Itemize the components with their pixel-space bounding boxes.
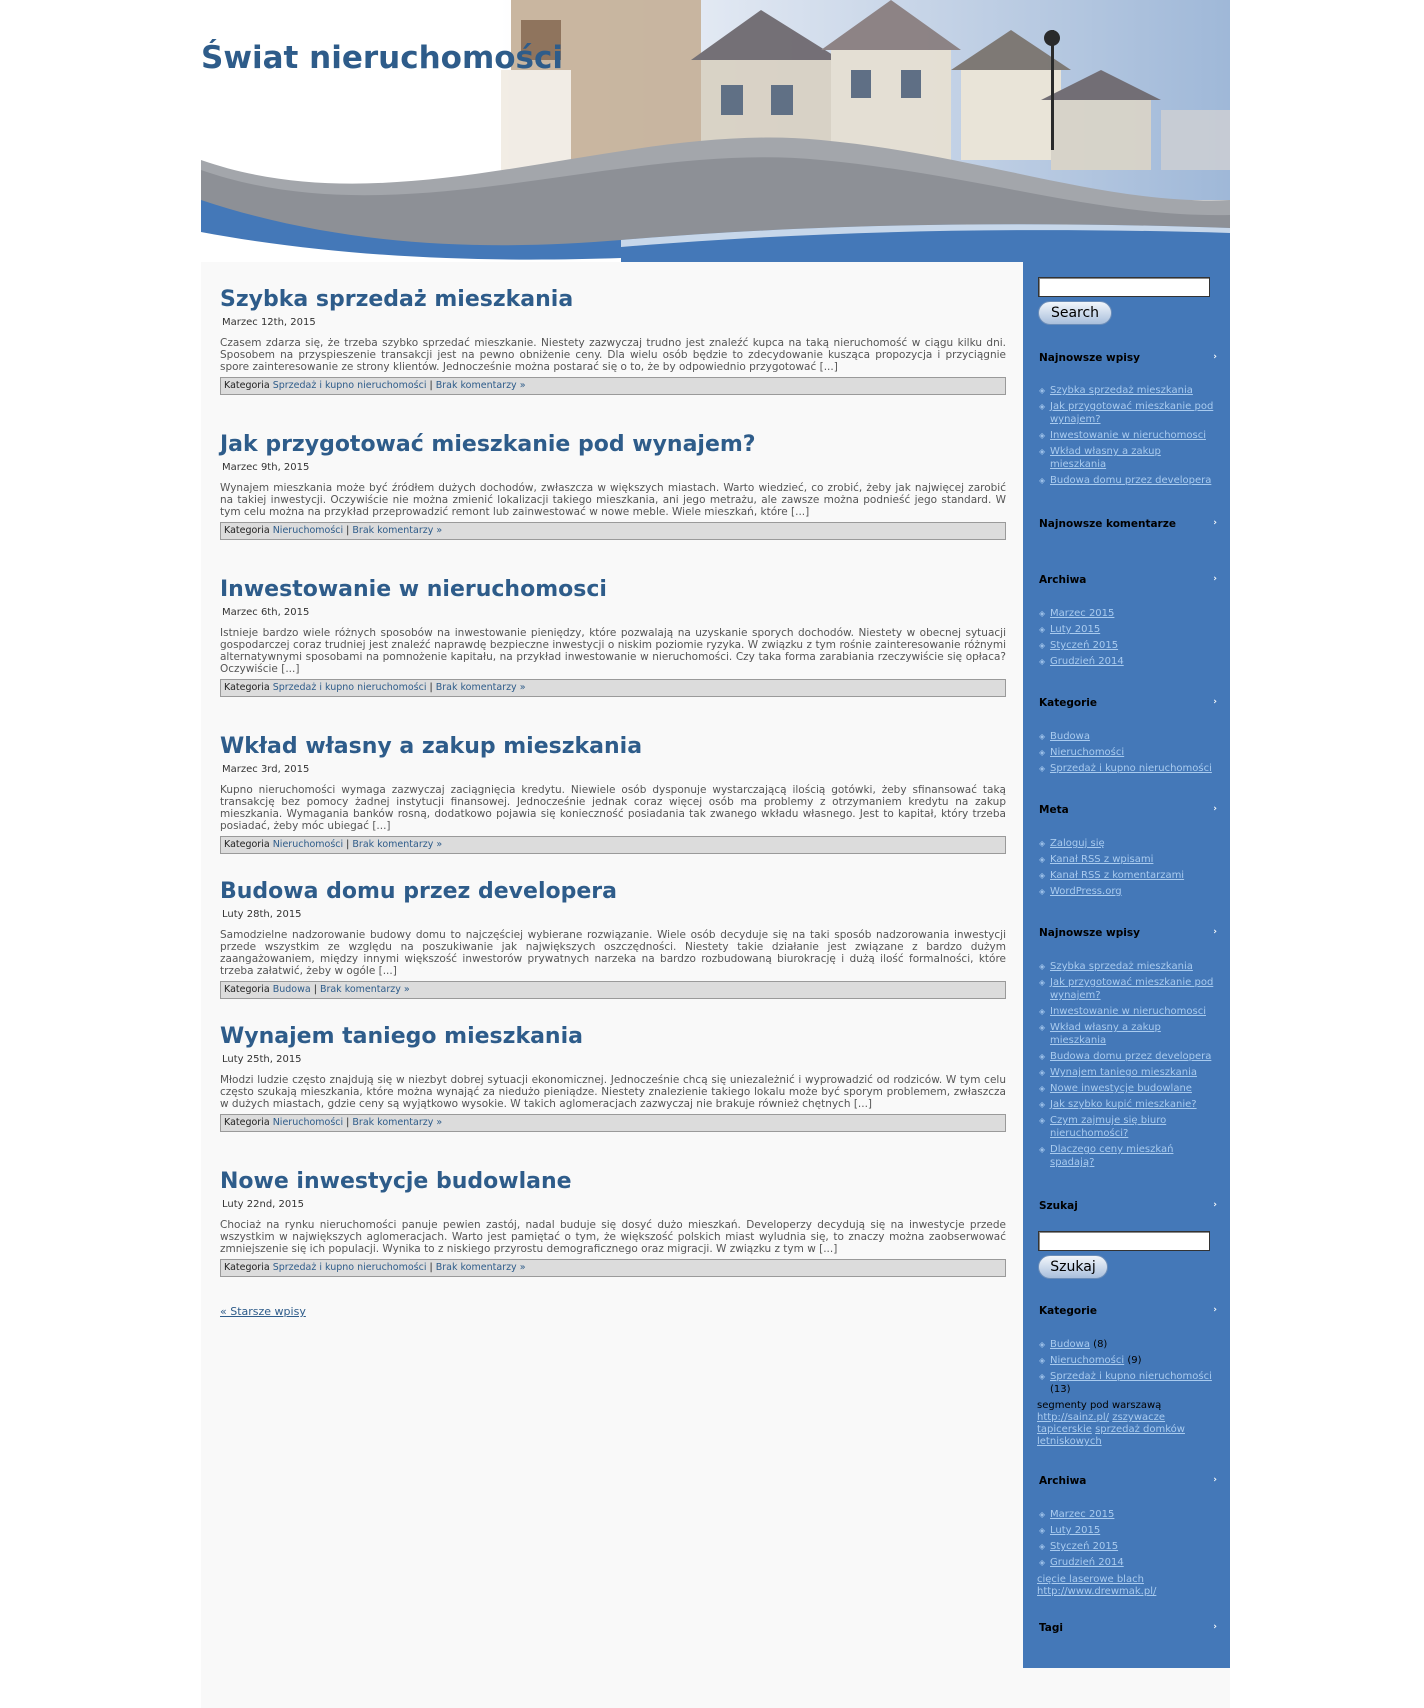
diamond-bullet-icon: ◈ bbox=[1039, 1007, 1046, 1016]
post-title[interactable]: Wynajem taniego mieszkania bbox=[220, 1024, 583, 1049]
search-input[interactable] bbox=[1038, 277, 1210, 297]
post-title[interactable]: Szybka sprzedaż mieszkania bbox=[220, 287, 574, 312]
login-link[interactable]: Zaloguj się bbox=[1050, 838, 1105, 849]
category-prefix: Kategoria bbox=[224, 1117, 270, 1128]
category-prefix: Kategoria bbox=[224, 984, 270, 995]
categories-list bbox=[1039, 730, 1217, 778]
comments-link[interactable]: Brak komentarzy » bbox=[352, 525, 443, 536]
external-link[interactable]: http://sainz.pl/ bbox=[1037, 1412, 1110, 1423]
comments-link[interactable]: Brak komentarzy » bbox=[319, 984, 410, 995]
widget-title-search bbox=[1039, 1200, 1217, 1212]
post bbox=[220, 432, 1006, 540]
recent-post-link[interactable]: Jak szybko kupić mieszkanie? bbox=[1050, 1099, 1197, 1110]
recent-post-link[interactable]: Jak przygotować mieszkanie pod wynajem? bbox=[1050, 977, 1214, 1001]
diamond-bullet-icon: ◈ bbox=[1039, 748, 1046, 757]
category-prefix: Kategoria bbox=[224, 839, 270, 850]
diamond-bullet-icon: ◈ bbox=[1039, 1068, 1046, 1077]
list-item bbox=[1039, 1354, 1217, 1367]
category-link[interactable]: Budowa bbox=[1050, 1339, 1090, 1350]
list-item bbox=[1039, 1082, 1217, 1095]
arrow-right-icon: › bbox=[1213, 804, 1217, 814]
archives-list bbox=[1039, 1508, 1217, 1572]
arrow-right-icon: › bbox=[1213, 1475, 1217, 1485]
list-item bbox=[1039, 1143, 1217, 1169]
diamond-bullet-icon: ◈ bbox=[1039, 1084, 1046, 1093]
post-excerpt: Chociaż na rynku nieruchomości panuje pewien zastój, nadal buduje się dosyć dużo mieszkań. Developerzy decydują się na inwestycje przede wszystkim w największych aglomeracjach. Warto jest pamiętać o tym, że większość polskich miast wyludnia się, to znaczy można zaobserwować zmniejszenie się ich populacji. Wynika to z niskiego przyrostu demograficznego oraz migracji. W związku z tym w [...] bbox=[220, 1219, 1006, 1255]
arrow-right-icon: › bbox=[1213, 1305, 1217, 1315]
post-date: Luty 28th, 2015 bbox=[222, 909, 302, 920]
recent-posts-list bbox=[1039, 384, 1217, 490]
search-widget-button[interactable]: Szukaj bbox=[1038, 1255, 1108, 1279]
arrow-right-icon: › bbox=[1213, 697, 1217, 707]
diamond-bullet-icon: ◈ bbox=[1039, 476, 1046, 485]
widget-title-categories bbox=[1039, 697, 1217, 709]
archive-link[interactable]: Styczeń 2015 bbox=[1050, 640, 1119, 651]
arrow-right-icon: › bbox=[1213, 518, 1217, 528]
widget-title-categories bbox=[1039, 1305, 1217, 1317]
older-posts-link[interactable]: « Starsze wpisy bbox=[220, 1305, 306, 1318]
diamond-bullet-icon: ◈ bbox=[1039, 1116, 1046, 1125]
category-link[interactable]: Sprzedaż i kupno nieruchomości bbox=[272, 682, 427, 693]
recent-post-link[interactable]: Czym zajmuje się biuro nieruchomości? bbox=[1050, 1115, 1167, 1139]
diamond-bullet-icon: ◈ bbox=[1039, 978, 1046, 987]
category-link[interactable]: Sprzedaż i kupno nieruchomości bbox=[272, 1262, 427, 1273]
rss-posts-link[interactable]: Kanał RSS z wpisami bbox=[1050, 854, 1154, 865]
post-meta: Kategoria Sprzedaż i kupno nieruchomości | Brak komentarzy » bbox=[220, 1259, 1006, 1277]
widget-title-text: Kategorie bbox=[1039, 1305, 1097, 1317]
post-excerpt: Samodzielne nadzorowanie budowy domu to najczęściej wybierane rozwiązanie. Wiele osób decyduje się na taki sposób nadzorowania inwestycji przede wszystkim ze względu na poszukiwanie jak największych oszczędności. Niestety takie działanie jest związane z bardzo dużym zaangażowaniem, między innymi większość inwestorów prywatnych narzeka na bardzo rozbudowaną biurokrację i dużą ilość formalności, które trzeba załatwić, żeby w ogóle [...] bbox=[220, 929, 1006, 977]
widget-title-archives bbox=[1039, 574, 1217, 586]
comments-link[interactable]: Brak komentarzy » bbox=[435, 380, 526, 391]
post-date: Marzec 6th, 2015 bbox=[222, 607, 310, 618]
sidebar bbox=[1023, 262, 1230, 1668]
widget-title-tags bbox=[1039, 1622, 1217, 1634]
diamond-bullet-icon: ◈ bbox=[1039, 871, 1046, 880]
category-link[interactable]: Nieruchomości bbox=[1050, 747, 1125, 758]
recent-post-link[interactable]: Szybka sprzedaż mieszkania bbox=[1050, 961, 1193, 972]
wordpress-link[interactable]: WordPress.org bbox=[1050, 886, 1122, 897]
post-excerpt: Młodzi ludzie często znajdują się w niezbyt dobrej sytuacji ekonomicznej. Jednocześnie chcą się uniezależnić i wyprowadzić od rodziców. W tym celu często szukają mieszkania, które można wynająć za niedużo pieniądze. Niestety znalezienie takiego lokalu może być sporym problemem, zwłaszcza w dużych miastach, gdzie ceny są wyjątkowo wysokie. W takich aglomeracjach zazwyczaj nie brakuje również chętnych [...] bbox=[220, 1074, 1006, 1110]
category-link[interactable]: Sprzedaż i kupno nieruchomości bbox=[272, 380, 427, 391]
diamond-bullet-icon: ◈ bbox=[1039, 855, 1046, 864]
diamond-bullet-icon: ◈ bbox=[1039, 447, 1046, 456]
widget-title-text: Meta bbox=[1039, 804, 1069, 816]
post-meta: Kategoria Budowa | Brak komentarzy » bbox=[220, 981, 1006, 999]
rss-comments-link[interactable]: Kanał RSS z komentarzami bbox=[1050, 870, 1185, 881]
archive-link[interactable]: Grudzień 2014 bbox=[1050, 656, 1124, 667]
recent-post-link[interactable]: Szybka sprzedaż mieszkania bbox=[1050, 385, 1193, 396]
external-link[interactable]: http://www.drewmak.pl/ bbox=[1037, 1586, 1157, 1597]
diamond-bullet-icon: ◈ bbox=[1039, 625, 1046, 634]
list-item bbox=[1039, 1556, 1217, 1569]
widget-title-text: Kategorie bbox=[1039, 697, 1097, 709]
diamond-bullet-icon: ◈ bbox=[1039, 1542, 1046, 1551]
diamond-bullet-icon: ◈ bbox=[1039, 839, 1046, 848]
links-label: segmenty pod warszawą bbox=[1037, 1400, 1162, 1411]
site-header bbox=[201, 0, 1230, 262]
links-text-block bbox=[1037, 1400, 1217, 1448]
archives-list bbox=[1039, 607, 1217, 671]
post-date: Luty 22nd, 2015 bbox=[222, 1199, 304, 1210]
recent-post-link[interactable]: Wynajem taniego mieszkania bbox=[1050, 1067, 1198, 1078]
comments-link[interactable]: Brak komentarzy » bbox=[435, 1262, 526, 1273]
post bbox=[220, 1169, 1006, 1277]
site-title[interactable]: Świat nieruchomości bbox=[201, 40, 563, 76]
diamond-bullet-icon: ◈ bbox=[1039, 1372, 1046, 1381]
post-title[interactable]: Nowe inwestycje budowlane bbox=[220, 1169, 572, 1194]
recent-post-link[interactable]: Wkład własny a zakup mieszkania bbox=[1050, 446, 1161, 470]
category-link[interactable]: Nieruchomości bbox=[1050, 1355, 1125, 1366]
category-link[interactable]: Nieruchomości bbox=[272, 1117, 344, 1128]
list-item bbox=[1039, 730, 1217, 743]
category-link[interactable]: Budowa bbox=[1050, 731, 1090, 742]
list-item bbox=[1039, 1066, 1217, 1079]
diamond-bullet-icon: ◈ bbox=[1039, 1558, 1046, 1567]
widget-title-text: Najnowsze wpisy bbox=[1039, 927, 1140, 939]
list-item bbox=[1039, 384, 1217, 397]
diamond-bullet-icon: ◈ bbox=[1039, 609, 1046, 618]
list-item bbox=[1039, 1370, 1217, 1396]
post-meta: Kategoria Nieruchomości | Brak komentarzy » bbox=[220, 1114, 1006, 1132]
category-count: (8) bbox=[1093, 1339, 1108, 1350]
arrow-right-icon: › bbox=[1213, 1200, 1217, 1210]
category-link[interactable]: Sprzedaż i kupno nieruchomości bbox=[1050, 1371, 1212, 1382]
list-item bbox=[1039, 1114, 1217, 1140]
list-item bbox=[1039, 655, 1217, 668]
list-item bbox=[1039, 762, 1217, 775]
post bbox=[220, 734, 1006, 854]
search-button[interactable]: Search bbox=[1038, 301, 1112, 325]
diamond-bullet-icon: ◈ bbox=[1039, 386, 1046, 395]
diamond-bullet-icon: ◈ bbox=[1039, 1340, 1046, 1349]
widget-title-recent-posts bbox=[1039, 352, 1217, 364]
diamond-bullet-icon: ◈ bbox=[1039, 1526, 1046, 1535]
post-date: Luty 25th, 2015 bbox=[222, 1054, 302, 1065]
post-title[interactable]: Inwestowanie w nieruchomosci bbox=[220, 577, 607, 602]
comments-link[interactable]: Brak komentarzy » bbox=[435, 682, 526, 693]
list-item bbox=[1039, 639, 1217, 652]
archive-link[interactable]: Marzec 2015 bbox=[1050, 608, 1115, 619]
archive-link[interactable]: Styczeń 2015 bbox=[1050, 1541, 1119, 1552]
external-link[interactable]: zszywacze tapicerskie bbox=[1037, 1412, 1166, 1435]
links-text-block-2 bbox=[1037, 1574, 1217, 1598]
list-item bbox=[1039, 1098, 1217, 1111]
category-prefix: Kategoria bbox=[224, 1262, 270, 1273]
categories-count-list bbox=[1039, 1338, 1217, 1399]
post-title[interactable]: Jak przygotować mieszkanie pod wynajem? bbox=[220, 432, 756, 457]
list-item bbox=[1039, 869, 1217, 882]
diamond-bullet-icon: ◈ bbox=[1039, 764, 1046, 773]
arrow-right-icon: › bbox=[1213, 352, 1217, 362]
post-title[interactable]: Wkład własny a zakup mieszkania bbox=[220, 734, 643, 759]
recent-post-link[interactable]: Dlaczego ceny mieszkań spadają? bbox=[1050, 1144, 1174, 1168]
diamond-bullet-icon: ◈ bbox=[1039, 1023, 1046, 1032]
post-meta: Kategoria Sprzedaż i kupno nieruchomości | Brak komentarzy » bbox=[220, 377, 1006, 395]
diamond-bullet-icon: ◈ bbox=[1039, 1510, 1046, 1519]
diamond-bullet-icon: ◈ bbox=[1039, 431, 1046, 440]
list-item bbox=[1039, 837, 1217, 850]
diamond-bullet-icon: ◈ bbox=[1039, 402, 1046, 411]
category-prefix: Kategoria bbox=[224, 380, 270, 391]
search-widget-input[interactable] bbox=[1038, 1231, 1210, 1251]
recent-posts-list-full bbox=[1039, 960, 1217, 1172]
category-count: (13) bbox=[1050, 1384, 1071, 1395]
post-title[interactable]: Budowa domu przez developera bbox=[220, 879, 617, 904]
diamond-bullet-icon: ◈ bbox=[1039, 657, 1046, 666]
list-item bbox=[1039, 960, 1217, 973]
widget-title-text: Najnowsze komentarze bbox=[1039, 518, 1176, 530]
category-prefix: Kategoria bbox=[224, 525, 270, 536]
widget-title-archives bbox=[1039, 1475, 1217, 1487]
external-link[interactable]: cięcie laserowe blach bbox=[1037, 1574, 1144, 1585]
archive-link[interactable]: Marzec 2015 bbox=[1050, 1509, 1115, 1520]
category-link[interactable]: Sprzedaż i kupno nieruchomości bbox=[1050, 763, 1212, 774]
category-link[interactable]: Nieruchomości bbox=[272, 525, 344, 536]
recent-post-link[interactable]: Budowa domu przez developera bbox=[1050, 475, 1212, 486]
archive-link[interactable]: Grudzień 2014 bbox=[1050, 1557, 1124, 1568]
comments-link[interactable]: Brak komentarzy » bbox=[352, 839, 443, 850]
list-item bbox=[1039, 607, 1217, 620]
list-item bbox=[1039, 623, 1217, 636]
list-item bbox=[1039, 1021, 1217, 1047]
recent-post-link[interactable]: Budowa domu przez developera bbox=[1050, 1051, 1212, 1062]
widget-title-text: Najnowsze wpisy bbox=[1039, 352, 1140, 364]
post-excerpt: Czasem zdarza się, że trzeba szybko sprzedać mieszkanie. Niestety zazwyczaj trudno jest znaleźć kupca na taką nieruchomość w ciągu kilku dni. Sposobem na przyspieszenie transakcji jest na pewno obniżenie ceny. Dla wielu osób będzie to zdecydowanie kusząca propozycja i przyciągnie spore zainteresowanie ze strony klientów. Jednocześnie można postarać się o to, że by odpowiednio przygotować [...] bbox=[220, 337, 1006, 373]
post-meta: Kategoria Sprzedaż i kupno nieruchomości | Brak komentarzy » bbox=[220, 679, 1006, 697]
list-item bbox=[1039, 976, 1217, 1002]
widget-title-recent-posts bbox=[1039, 927, 1217, 939]
post-date: Marzec 12th, 2015 bbox=[222, 317, 316, 328]
widget-title-text: Szukaj bbox=[1039, 1200, 1078, 1212]
list-item bbox=[1039, 400, 1217, 426]
post-excerpt: Kupno nieruchomości wymaga zazwyczaj zaciągnięcia kredytu. Niewiele osób dysponuje wystarczającą ilością gotówki, żeby sfinansować taką transakcję bez pomocy żadnej instytucji finansowej. Jednocześnie jednak coraz więcej osób ma problemy z otrzymaniem kredytu na zakup mieszkania. Wymagania banków rosną, dodatkowo pojawia się konieczność posiadania tak zwanego wkładu własnego. Jest to kapitał, który trzeba posiadać, żeby móc ubiegać [...] bbox=[220, 784, 1006, 832]
list-item bbox=[1039, 1338, 1217, 1351]
recent-post-link[interactable]: Nowe inwestycje budowlane bbox=[1050, 1083, 1192, 1094]
post bbox=[220, 577, 1006, 697]
comments-link[interactable]: Brak komentarzy » bbox=[352, 1117, 443, 1128]
post-excerpt: Wynajem mieszkania może być źródłem dużych dochodów, zwłaszcza w większych miastach. Warto wiedzieć, co zrobić, żeby jak najwięcej zarobić na takiej inwestycji. Oczywiście nie można zmienić lokalizacji takiego mieszkania, ani jego metrażu, ale zawsze można podnieść jego standard. W tym celu można na przykład przeprowadzić remont lub zainwestować w nowe meble. Wiele mieszkań, które [...] bbox=[220, 482, 1006, 518]
diamond-bullet-icon: ◈ bbox=[1039, 1356, 1046, 1365]
widget-title-text: Tagi bbox=[1039, 1622, 1064, 1634]
post bbox=[220, 287, 1006, 395]
widget-title-text: Archiwa bbox=[1039, 1475, 1087, 1487]
widget-title-recent-comments bbox=[1039, 518, 1217, 530]
recent-post-link[interactable]: Jak przygotować mieszkanie pod wynajem? bbox=[1050, 401, 1214, 425]
list-item bbox=[1039, 1005, 1217, 1018]
arrow-right-icon: › bbox=[1213, 1622, 1217, 1632]
widget-title-text: Archiwa bbox=[1039, 574, 1087, 586]
diamond-bullet-icon: ◈ bbox=[1039, 1100, 1046, 1109]
list-item bbox=[1039, 853, 1217, 866]
category-count: (9) bbox=[1127, 1355, 1142, 1366]
list-item bbox=[1039, 1540, 1217, 1553]
post-date: Marzec 3rd, 2015 bbox=[222, 764, 310, 775]
list-item bbox=[1039, 474, 1217, 487]
recent-post-link[interactable]: Wkład własny a zakup mieszkania bbox=[1050, 1022, 1161, 1046]
post-date: Marzec 9th, 2015 bbox=[222, 462, 310, 473]
list-item bbox=[1039, 1050, 1217, 1063]
external-link[interactable]: sprzedaż domków letniskowych bbox=[1037, 1424, 1185, 1447]
list-item bbox=[1039, 1508, 1217, 1521]
post bbox=[220, 1024, 1006, 1132]
arrow-right-icon: › bbox=[1213, 574, 1217, 584]
meta-list bbox=[1039, 837, 1217, 901]
archive-link[interactable]: Luty 2015 bbox=[1050, 624, 1101, 635]
diamond-bullet-icon: ◈ bbox=[1039, 962, 1046, 971]
diamond-bullet-icon: ◈ bbox=[1039, 1052, 1046, 1061]
category-link[interactable]: Nieruchomości bbox=[272, 839, 344, 850]
post bbox=[220, 879, 1006, 999]
category-link[interactable]: Budowa bbox=[272, 984, 311, 995]
list-item bbox=[1039, 885, 1217, 898]
list-item bbox=[1039, 445, 1217, 471]
diamond-bullet-icon: ◈ bbox=[1039, 641, 1046, 650]
widget-title-meta bbox=[1039, 804, 1217, 816]
category-prefix: Kategoria bbox=[224, 682, 270, 693]
post-excerpt: Istnieje bardzo wiele różnych sposobów na inwestowanie pieniędzy, które pozwalają na uzyskanie sporych dochodów. Niestety w obecnej sytuacji gospodarczej coraz trudniej jest znaleźć naprawdę bezpieczne inwestycji o niskim poziomie ryzyka. W związku z tym rośnie zainteresowanie różnymi alternatywnymi sposobami na pomnożenie kapitału, na przykład inwestowanie w nieruchomości. Czy taka forma zarabiania rzeczywiście się opłaca? Oczywiście [...] bbox=[220, 627, 1006, 675]
diamond-bullet-icon: ◈ bbox=[1039, 732, 1046, 741]
diamond-bullet-icon: ◈ bbox=[1039, 1145, 1046, 1154]
page bbox=[201, 0, 1230, 1708]
post-meta: Kategoria Nieruchomości | Brak komentarzy » bbox=[220, 836, 1006, 854]
recent-post-link[interactable]: Inwestowanie w nieruchomosci bbox=[1050, 1006, 1206, 1017]
list-item bbox=[1039, 429, 1217, 442]
archive-link[interactable]: Luty 2015 bbox=[1050, 1525, 1101, 1536]
list-item bbox=[1039, 746, 1217, 759]
arrow-right-icon: › bbox=[1213, 927, 1217, 937]
post-meta: Kategoria Nieruchomości | Brak komentarzy » bbox=[220, 522, 1006, 540]
diamond-bullet-icon: ◈ bbox=[1039, 887, 1046, 896]
list-item bbox=[1039, 1524, 1217, 1537]
recent-post-link[interactable]: Inwestowanie w nieruchomosci bbox=[1050, 430, 1206, 441]
